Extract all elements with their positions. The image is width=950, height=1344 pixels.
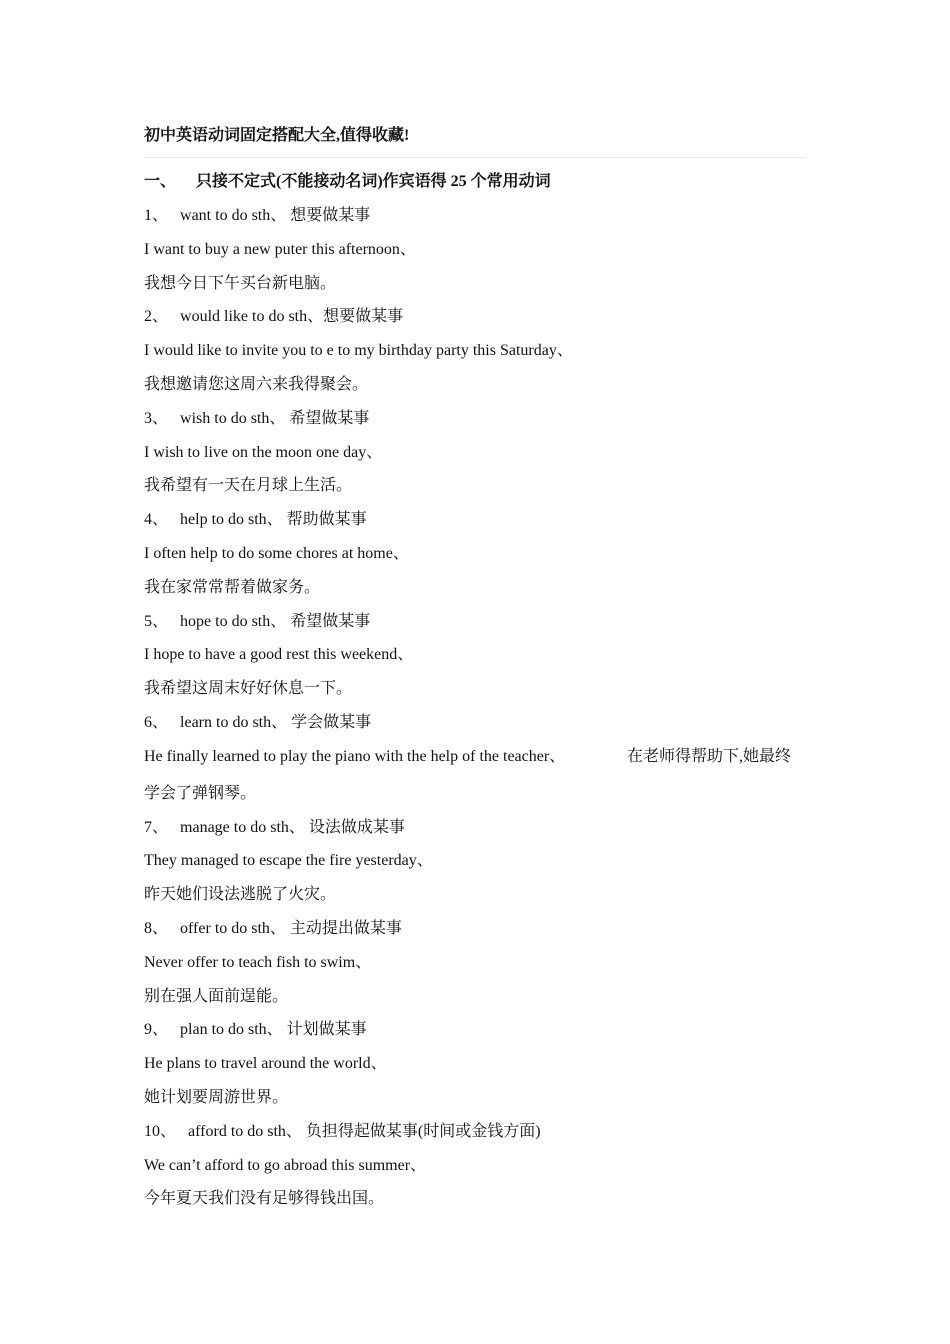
entry-number: 2、 [144,308,169,326]
entry-example-text: He finally learned to play the piano with the help of the teacher、 [144,747,566,765]
entry-translation: 我希望有一天在月球上生活。 [144,477,353,495]
entry-number: 8、 [144,919,169,937]
entry-example: Never offer to teach fish to swim、 [144,953,372,971]
entry-translation: 我想今日下午买台新电脑。 [144,274,337,292]
entry-number: 10、 [144,1122,177,1140]
entry-example: I often help to do some chores at home、 [144,544,409,562]
entry-translation: 我在家常常帮着做家务。 [144,578,321,596]
entry-phrase [144,305,806,329]
entry-phrase-text: manage to do sth、 设法做成某事 [180,818,405,836]
entry-phrase-text: afford to do sth、 负担得起做某事(时间或金钱方面) [188,1122,541,1140]
entry-example: I wish to live on the moon one day、 [144,443,383,461]
entry-translation: 别在强人面前逞能。 [144,987,289,1005]
document-content [144,124,806,1211]
entry-phrase [144,407,806,431]
entry-example [144,745,806,769]
entry-translation: 我希望这周末好好休息一下。 [144,680,353,698]
entry-example: I want to buy a new puter this afternoon、 [144,240,416,258]
document-title: 初中英语动词固定搭配大全,值得收藏! [144,124,806,158]
entry-example: I hope to have a good rest this weekend、 [144,646,414,664]
entry-phrase-text: hope to do sth、 希望做某事 [180,612,371,630]
entry-number: 9、 [144,1021,169,1039]
entry-phrase-text: learn to do sth、 学会做某事 [180,713,372,731]
entry-translation-part1: 在老师得帮助下,她最终 [627,747,792,765]
entry-translation: 她计划要周游世界。 [144,1088,289,1106]
entry-translation-part2: 学会了弹钢琴。 [144,784,257,802]
entry-phrase [144,816,806,840]
entry-number: 4、 [144,511,169,529]
entry-phrase-text: help to do sth、 帮助做某事 [180,511,367,529]
entry-phrase [144,711,806,735]
section-heading-text: 只接不定式(不能接动名词)作宾语得 25 个常用动词 [196,173,551,190]
entry-phrase [144,1018,806,1042]
entry-number: 7、 [144,818,169,836]
entry-phrase [144,610,806,634]
entry-example: They managed to escape the fire yesterday、 [144,852,433,870]
entry-number: 1、 [144,207,169,224]
entry-example: I would like to invite you to e to my birthday party this Saturday、 [144,342,573,360]
entry-translation: 我想邀请您这周六来我得聚会。 [144,375,369,393]
entry-translation: 今年夏天我们没有足够得钱出国。 [144,1190,385,1208]
entry-translation: 昨天她们设法逃脱了火灾。 [144,886,337,904]
entry-phrase-text: want to do sth、 想要做某事 [180,207,371,224]
section-heading [144,170,806,194]
entry-phrase [144,508,806,532]
entry-phrase [144,1120,806,1144]
entry-phrase [144,917,806,941]
entry-phrase [144,204,806,228]
entry-phrase-text: wish to do sth、 希望做某事 [180,409,370,427]
entry-phrase-text: plan to do sth、 计划做某事 [180,1021,367,1039]
entry-phrase-text: offer to do sth、 主动提出做某事 [180,919,402,937]
entry-number: 6、 [144,713,169,731]
entry-number: 5、 [144,612,169,630]
section-number: 一、 [144,173,177,190]
entry-number: 3、 [144,409,169,427]
entry-phrase-text: would like to do sth、想要做某事 [180,308,404,326]
entry-example: He plans to travel around the world、 [144,1055,387,1073]
entry-example: We can’t afford to go abroad this summer、 [144,1156,427,1174]
